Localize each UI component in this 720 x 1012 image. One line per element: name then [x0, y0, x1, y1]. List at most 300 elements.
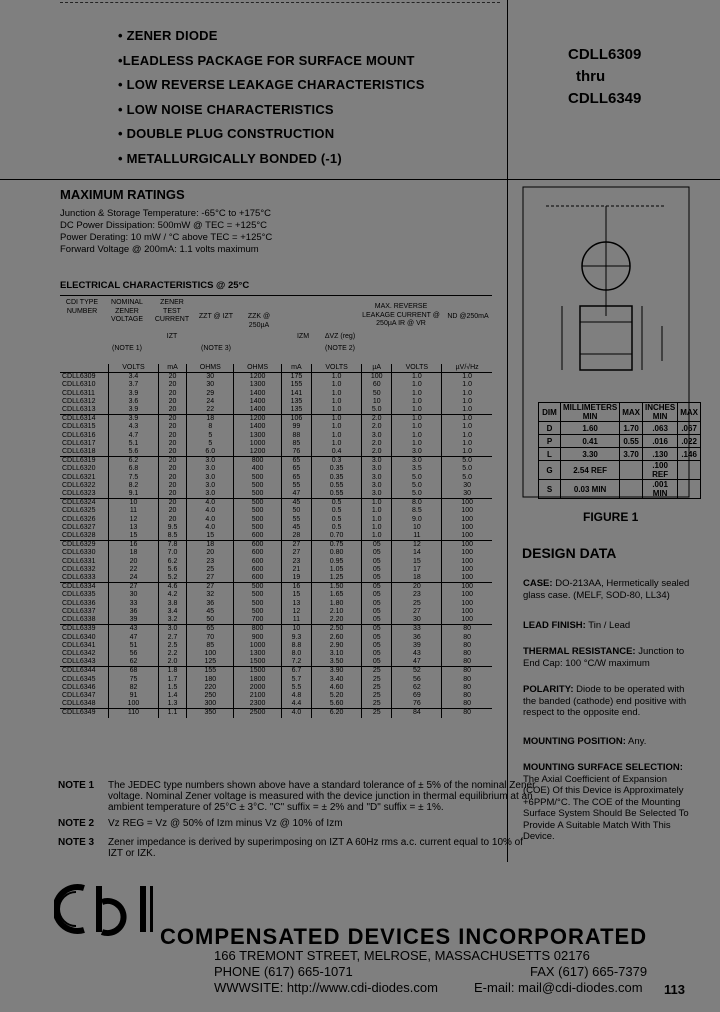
table-cell: 05 [362, 541, 392, 550]
table-cell: 68 [109, 667, 159, 676]
table-cell: 22 [187, 406, 234, 415]
top-dotted-rule [60, 2, 500, 13]
table-cell: 05 [362, 650, 392, 658]
table-cell: 6.7 [281, 667, 311, 676]
dim-cell: G [539, 461, 561, 480]
table-cell: CDLL6313 [62, 406, 96, 414]
table-cell: 100 [362, 373, 392, 382]
table-cell: 1.0 [392, 423, 442, 431]
table-cell: CDLL6311 [62, 389, 95, 397]
table-cell: 400 [234, 465, 281, 473]
table-cell: 3.0 [187, 457, 234, 466]
table-cell: 3.40 [312, 676, 362, 684]
hdr-note2: (NOTE 2) [325, 345, 355, 352]
table-cell: 27 [109, 583, 159, 592]
table-cell: 500 [234, 499, 281, 508]
table-row [60, 591, 492, 599]
table-cell: 5.0 [442, 465, 492, 473]
dim-cell: .067 [678, 422, 701, 435]
table-cell: 500 [234, 524, 281, 532]
table-row [60, 634, 492, 642]
table-cell: 11 [392, 532, 442, 541]
table-row [60, 709, 492, 718]
table-row [60, 381, 492, 389]
table-cell: 1.0 [312, 381, 362, 389]
table-cell: CDLL6325 [62, 507, 96, 515]
table-cell: 05 [362, 634, 392, 642]
table-cell: 27 [392, 608, 442, 616]
table-cell: 2.0 [362, 448, 392, 457]
table-cell: 1.0 [442, 373, 492, 382]
table-cell: 1400 [234, 406, 281, 415]
table-cell: 80 [442, 634, 492, 642]
table-cell: CDLL6327 [62, 523, 96, 531]
table-cell: 2300 [234, 700, 281, 709]
table-row [60, 625, 492, 634]
table-cell: 3.0 [362, 490, 392, 499]
figure-label: FIGURE 1 [583, 510, 639, 524]
table-cell: 7.0 [158, 549, 186, 557]
table-cell: 13 [109, 524, 159, 532]
table-cell: 1000 [234, 440, 281, 448]
table-cell: 106 [281, 415, 311, 424]
table-cell: 33 [109, 600, 159, 608]
design-text: DO-213AA, Hermetically sealed glass case. (MELF, SOD-80, LL34) [523, 578, 690, 601]
table-cell: 100 [442, 558, 492, 566]
table-cell: 5.20 [312, 692, 362, 700]
table-cell: 10 [281, 625, 311, 634]
table-cell: 11 [281, 616, 311, 625]
table-cell: 600 [234, 566, 281, 574]
note-2 [58, 818, 538, 829]
dim-cell: 2.54 REF [561, 461, 620, 480]
table-cell: 3.8 [158, 600, 186, 608]
table-cell: 100 [442, 524, 492, 532]
company-name: COMPENSATED DEVICES INCORPORATED [160, 924, 648, 949]
table-cell: 135 [281, 406, 311, 415]
table-cell: 30 [392, 616, 442, 625]
table-cell: 0.35 [312, 474, 362, 482]
table-row [60, 541, 492, 550]
table-cell: 1.65 [312, 591, 362, 599]
table-cell: 3.0 [362, 465, 392, 473]
design-case [523, 578, 693, 601]
table-cell: 135 [281, 398, 311, 406]
table-cell: 500 [234, 600, 281, 608]
table-cell: 9.1 [109, 490, 159, 499]
table-cell: CDLL6341 [62, 641, 96, 649]
design-polarity [523, 684, 693, 719]
table-cell: 1200 [234, 415, 281, 424]
table-cell: 84 [392, 709, 442, 718]
table-cell: 4.0 [187, 499, 234, 508]
hdr-note1: (NOTE 1) [112, 345, 142, 352]
dim-cell: 3.70 [620, 448, 643, 461]
table-cell: 80 [442, 692, 492, 700]
table-cell: 80 [442, 658, 492, 667]
table-cell: 100 [442, 616, 492, 625]
table-cell: 1.50 [312, 583, 362, 592]
rating-line: Forward Voltage @ 200mA: 1.1 volts maximum [60, 244, 259, 255]
dim-cell: .130 [643, 448, 678, 461]
dim-cell [678, 480, 701, 499]
table-cell: 45 [281, 499, 311, 508]
table-cell: 3.2 [158, 616, 186, 625]
table-cell: CDLL6349 [60, 709, 109, 718]
table-cell: 70 [187, 634, 234, 642]
design-text: Junction to End Cap: 100 °C/W maximum [523, 646, 685, 669]
table-cell: 5.6 [109, 448, 159, 457]
table-cell: 25 [392, 600, 442, 608]
table-cell: 1000 [234, 642, 281, 650]
dim-cell: .146 [678, 448, 701, 461]
table-cell: 14 [392, 549, 442, 557]
table-cell: 23 [281, 558, 311, 566]
table-cell: 1200 [234, 448, 281, 457]
table-cell: 05 [362, 566, 392, 574]
design-title: MOUNTING SURFACE SELECTION: [523, 762, 683, 773]
table-cell: 20 [158, 499, 186, 508]
table-cell: 4.0 [187, 516, 234, 524]
table-cell: 8.5 [158, 532, 186, 541]
table-cell: 500 [234, 608, 281, 616]
table-cell: 88 [281, 432, 311, 440]
table-cell: 2.5 [158, 642, 186, 650]
table-cell: 18 [392, 574, 442, 583]
table-cell: 12 [281, 608, 311, 616]
dim-cell: D [539, 422, 561, 435]
table-row [60, 482, 492, 490]
table-cell: 80 [442, 676, 492, 684]
table-cell: 2.90 [312, 642, 362, 650]
table-row [60, 406, 492, 415]
hdr-izm: IZM [296, 333, 310, 340]
part-number-range [568, 44, 641, 110]
table-cell: 1.0 [392, 390, 442, 398]
table-cell: 300 [187, 700, 234, 709]
table-row [60, 516, 492, 524]
dimension-table [538, 402, 701, 499]
table-cell: 15 [187, 532, 234, 541]
table-cell: 24 [187, 398, 234, 406]
design-data-heading: DESIGN DATA [522, 545, 617, 561]
max-ratings-heading: MAXIMUM RATINGS [60, 187, 185, 202]
table-cell: 0.55 [312, 490, 362, 499]
table-row [60, 700, 492, 709]
table-cell: 5.6 [158, 566, 186, 574]
table-cell: 0.75 [312, 541, 362, 550]
table-cell: 250 [187, 692, 234, 700]
table-cell: 1500 [234, 658, 281, 667]
table-cell: 20 [158, 440, 186, 448]
units-cell: µA [362, 364, 392, 373]
dim-cell: DIM [539, 403, 561, 422]
table-cell: 1.05 [312, 566, 362, 574]
header-divider [0, 179, 720, 180]
table-row [60, 642, 492, 650]
table-cell: 18 [187, 415, 234, 424]
table-cell: 500 [234, 516, 281, 524]
table-cell: 25 [362, 667, 392, 676]
table-cell: 2.0 [362, 440, 392, 448]
table-row [60, 440, 492, 448]
table-cell: 3.0 [392, 448, 442, 457]
table-cell: 2.7 [158, 634, 186, 642]
table-cell: 80 [442, 650, 492, 658]
table-cell: 05 [362, 616, 392, 625]
table-cell: 85 [281, 440, 311, 448]
table-cell: 99 [281, 423, 311, 431]
table-cell: CDLL6340 [62, 633, 96, 641]
design-title: THERMAL RESISTANCE: [523, 646, 636, 657]
dim-cell: .001 MIN [643, 480, 678, 499]
table-cell: 5.0 [442, 474, 492, 482]
table-cell: 0.5 [312, 507, 362, 515]
table-cell: 4.4 [281, 700, 311, 709]
table-cell: 1.0 [392, 373, 442, 382]
table-cell: 5 [187, 440, 234, 448]
table-cell: 500 [234, 583, 281, 592]
table-cell: 0.55 [312, 482, 362, 490]
units-row [60, 364, 492, 373]
table-cell: 62 [392, 684, 442, 692]
part-from: CDLL6309 [568, 46, 642, 63]
table-cell: 20 [158, 398, 186, 406]
table-row [60, 448, 492, 457]
table-cell: 45 [281, 524, 311, 532]
table-row [60, 566, 492, 574]
table-cell: 25 [362, 676, 392, 684]
table-cell: 3.0 [187, 465, 234, 473]
table-cell: 2.20 [312, 616, 362, 625]
table-cell: CDLL6320 [62, 465, 96, 473]
table-cell: 1.0 [392, 398, 442, 406]
design-title: LEAD FINISH: [523, 620, 586, 631]
table-cell: 8 [187, 423, 234, 431]
table-cell: 2500 [234, 709, 281, 718]
table-cell: 100 [109, 700, 159, 709]
table-row [60, 524, 492, 532]
table-cell: 3.9 [109, 415, 159, 424]
table-cell: 25 [362, 692, 392, 700]
table-cell: 18 [109, 549, 159, 557]
table-cell: 1.0 [312, 406, 362, 415]
table-cell: 500 [234, 490, 281, 499]
design-text: The Axial Coefficient of Expansion (COE) Of this Device is Approximately +6PPM/°C. The COE of the Mounting Surface System Should Be Selected To Provide A Suitable Match With This Device. [523, 773, 689, 842]
table-cell: CDLL6344 [60, 667, 109, 676]
table-cell: 4.8 [281, 692, 311, 700]
hdr-zzt: ZZT @ IZT [198, 313, 234, 320]
table-cell: 43 [109, 625, 159, 634]
table-cell: 1400 [234, 398, 281, 406]
table-row [60, 499, 492, 508]
table-row [60, 692, 492, 700]
table-cell: 20 [187, 549, 234, 557]
company-email[interactable]: E-mail: mail@cdi-diodes.com [474, 980, 643, 995]
table-cell: 19 [281, 574, 311, 583]
note-3 [58, 837, 538, 859]
note-text: Zener impedance is derived by superimposing on IZT A 60Hz rms a.c. current equal to 10% of IZT or IZK. [108, 837, 524, 859]
table-cell: 80 [442, 667, 492, 676]
dim-cell: 0.55 [620, 435, 643, 448]
feature-list [118, 28, 425, 175]
table-cell: 100 [442, 574, 492, 583]
table-cell: 600 [234, 532, 281, 541]
table-cell: 2100 [234, 692, 281, 700]
table-cell: CDLL6336 [62, 599, 96, 607]
table-cell: CDLL6309 [60, 373, 109, 382]
table-cell: 1.0 [362, 507, 392, 515]
table-cell: 1.0 [392, 406, 442, 415]
table-cell: 100 [442, 541, 492, 550]
company-website[interactable]: WWWSITE: http://www.cdi-diodes.com [214, 980, 438, 995]
table-row [60, 608, 492, 616]
table-cell: 65 [281, 465, 311, 473]
table-cell: 5.1 [109, 440, 159, 448]
table-row [60, 373, 492, 382]
table-cell: 1300 [234, 650, 281, 658]
table-cell: 6.2 [109, 457, 159, 466]
table-cell: 3.4 [109, 373, 159, 382]
table-cell: CDLL6329 [60, 541, 109, 550]
dim-row [539, 461, 701, 480]
table-cell: 8.2 [109, 482, 159, 490]
table-cell: 1400 [234, 390, 281, 398]
dim-cell: 1.60 [561, 422, 620, 435]
units-cell: OHMS [187, 364, 234, 373]
table-cell: 0.35 [312, 465, 362, 473]
table-cell: 15 [109, 532, 159, 541]
table-cell: 05 [362, 591, 392, 599]
design-text: Tin / Lead [588, 620, 631, 631]
table-cell: 29 [187, 390, 234, 398]
table-cell: 5.0 [442, 457, 492, 466]
table-cell: 800 [234, 457, 281, 466]
table-cell: 10 [109, 499, 159, 508]
table-row [60, 600, 492, 608]
table-cell: 55 [281, 482, 311, 490]
feature-item: • LOW REVERSE LEAKAGE CHARACTERISTICS [118, 77, 425, 92]
table-cell: 80 [442, 684, 492, 692]
table-cell: 15 [392, 558, 442, 566]
table-cell: CDLL6347 [62, 691, 96, 699]
table-cell: CDLL6321 [62, 473, 96, 481]
dim-cell: MAX [620, 403, 643, 422]
table-cell: 80 [442, 625, 492, 634]
table-cell: 5.0 [392, 482, 442, 490]
table-cell: 6.8 [109, 465, 159, 473]
table-cell: 2.0 [362, 423, 392, 431]
table-top-rule [60, 295, 492, 296]
table-cell: 80 [442, 709, 492, 718]
table-cell: 30 [187, 381, 234, 389]
column-divider [507, 0, 508, 862]
table-cell: 1.1 [158, 709, 186, 718]
table-cell: 33 [392, 625, 442, 634]
units-cell: mA [281, 364, 311, 373]
table-cell: 100 [442, 583, 492, 592]
table-cell: 2.0 [362, 415, 392, 424]
table-cell: 4.0 [281, 709, 311, 718]
dim-cell: .016 [643, 435, 678, 448]
table-cell: 6.0 [187, 448, 234, 457]
table-cell: 100 [442, 600, 492, 608]
table-cell: 1.0 [442, 415, 492, 424]
note-text: Vz REG = Vz @ 50% of Izm minus Vz @ 10% of Izm [108, 818, 343, 829]
table-cell: 91 [109, 692, 159, 700]
rating-line: DC Power Dissipation: 500mW @ TEC = +125°C [60, 220, 268, 231]
hdr-izt: IZT [166, 333, 178, 340]
table-cell: 4.0 [187, 507, 234, 515]
table-cell: 20 [392, 583, 442, 592]
table-cell: 500 [234, 474, 281, 482]
table-row [60, 658, 492, 667]
table-cell: 220 [187, 684, 234, 692]
table-cell: 30 [442, 490, 492, 499]
table-row [60, 583, 492, 592]
table-cell: 51 [109, 642, 159, 650]
table-cell: 3.4 [158, 608, 186, 616]
table-cell: 3.0 [187, 490, 234, 499]
table-cell: CDLL6348 [62, 700, 96, 708]
dim-cell: P [539, 435, 561, 448]
hdr-zzk: ZZK @ 250µA [247, 313, 271, 329]
table-cell: 30 [109, 591, 159, 599]
table-cell: 1.0 [312, 398, 362, 406]
table-cell: CDLL6334 [60, 583, 109, 592]
dim-cell: 0.03 MIN [561, 480, 620, 499]
table-cell: 50 [281, 507, 311, 515]
table-cell: 24 [109, 574, 159, 583]
electrical-heading: ELECTRICAL CHARACTERISTICS @ 25°C [60, 280, 250, 291]
table-row [60, 667, 492, 676]
table-cell: 0.5 [312, 524, 362, 532]
table-cell: 4.6 [158, 583, 186, 592]
table-row [60, 465, 492, 473]
note-label: NOTE 3 [58, 837, 95, 848]
hdr-test: ZENER TEST CURRENT [154, 299, 190, 323]
table-cell: 100 [442, 516, 492, 524]
table-cell: CDLL6315 [62, 423, 96, 431]
table-row [60, 490, 492, 499]
table-cell: 1.0 [392, 415, 442, 424]
units-cell: mA [158, 364, 186, 373]
table-row [60, 532, 492, 541]
table-cell: 600 [234, 574, 281, 583]
table-cell: 56 [109, 650, 159, 658]
table-cell: 1500 [234, 667, 281, 676]
table-cell: 100 [442, 549, 492, 557]
table-cell: CDLL6324 [60, 499, 109, 508]
table-cell: CDLL6330 [62, 549, 96, 557]
table-cell: 5.2 [158, 574, 186, 583]
dim-cell [678, 461, 701, 480]
hdr-vz: ΔVZ (reg) [324, 333, 356, 340]
table-cell: 39 [392, 642, 442, 650]
table-cell: 80 [442, 700, 492, 709]
table-cell: CDLL6318 [62, 448, 96, 456]
table-cell: CDLL6316 [62, 431, 96, 439]
table-row [60, 423, 492, 431]
table-cell: 500 [234, 507, 281, 515]
table-cell: 0.95 [312, 558, 362, 566]
units-cell [60, 364, 109, 373]
dim-cell: 1.70 [620, 422, 643, 435]
table-cell: 20 [158, 373, 186, 382]
table-cell: CDLL6343 [62, 658, 96, 666]
table-cell: 5.5 [281, 684, 311, 692]
table-cell: 0.4 [312, 448, 362, 457]
